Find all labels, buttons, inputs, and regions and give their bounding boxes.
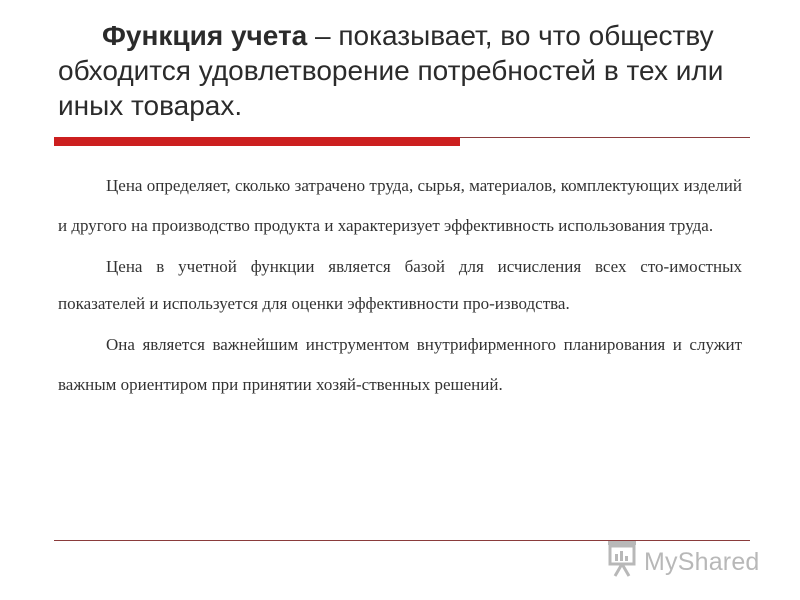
watermark-text: MyShared: [644, 547, 760, 576]
body-paragraph: Цена определяет, сколько затрачено труда, сырья, материалов, комплектующих изделий и другого на производство продукта и характеризует эффективность использования труда.: [58, 176, 742, 235]
title-underline-thin: [460, 137, 750, 138]
body-paragraph: Она является важнейшим инструментом внутрифирменного планирования и служит важным ориентиром при принятии хозяй-ственных решений.: [58, 335, 742, 394]
title-term: Функция учета: [102, 20, 308, 51]
watermark-logo: [606, 534, 766, 582]
presentation-board-icon: [606, 538, 640, 578]
title-definition: – показывает, во что обществу обходится удовлетворение потребностей в тех или иных товарах.: [58, 20, 724, 121]
slide-body: [58, 166, 742, 405]
slide-title: [58, 18, 746, 123]
body-paragraph: Цена в учетной функции является базой для исчисления всех сто-имостных показателей и используется для оценки эффективности про-изводства.: [58, 257, 742, 313]
title-underline-red: [54, 137, 460, 146]
